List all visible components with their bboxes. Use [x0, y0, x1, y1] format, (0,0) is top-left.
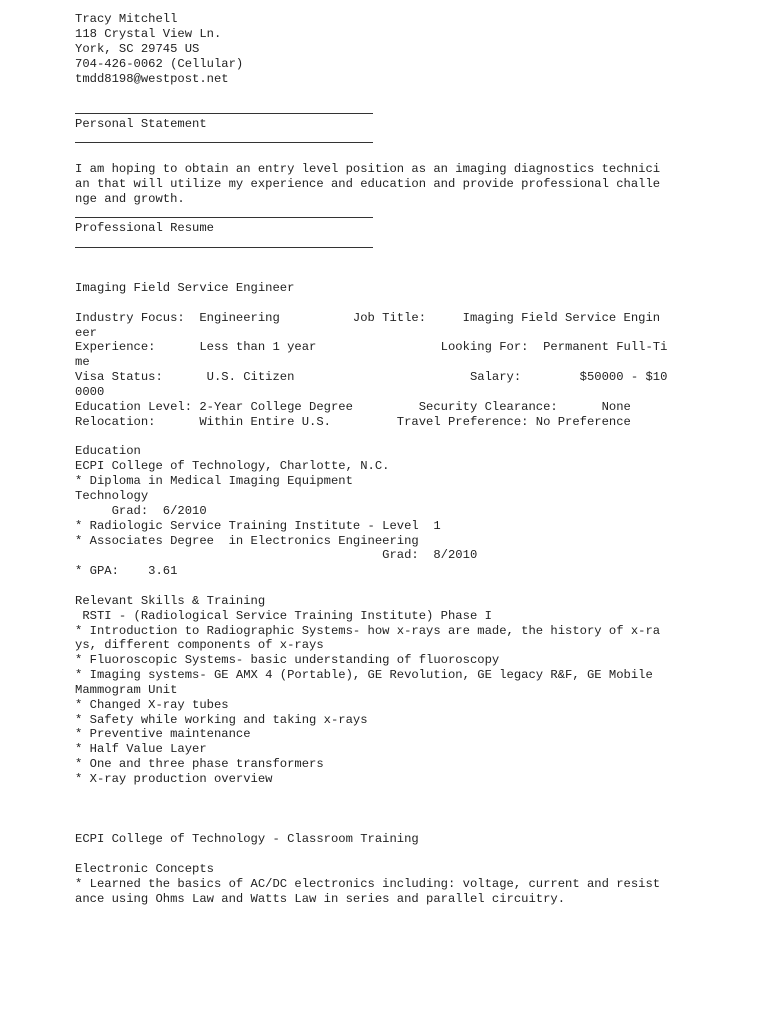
- divider-rule: [75, 217, 373, 218]
- detail-line: Industry Focus: Engineering Job Title: Imaging Field Service Engin: [75, 311, 661, 325]
- skills-line: * Changed X-ray tubes: [75, 698, 229, 712]
- divider-rule: [75, 247, 373, 248]
- education-line: * Associates Degree in Electronics Engineering: [75, 534, 419, 548]
- phone-number: 704-426-0062 (Cellular): [75, 57, 244, 71]
- education-line: * Diploma in Medical Imaging Equipment: [75, 474, 353, 488]
- detail-line: Visa Status: U.S. Citizen Salary: $50000 - $10: [75, 370, 668, 384]
- statement-line: I am hoping to obtain an entry level position as an imaging diagnostics technici: [75, 162, 661, 176]
- education-line: * Radiologic Service Training Institute - Level 1: [75, 519, 441, 533]
- skills-line: * Half Value Layer: [75, 742, 207, 756]
- classroom-line: ance using Ohms Law and Watts Law in series and parallel circuitry.: [75, 892, 566, 906]
- skills-line: * One and three phase transformers: [75, 757, 324, 771]
- professional-resume-heading: Professional Resume: [75, 221, 214, 235]
- education-line: Grad: 6/2010: [75, 504, 207, 518]
- education-line: * GPA: 3.61: [75, 564, 178, 578]
- candidate-name: Tracy Mitchell: [75, 12, 178, 26]
- statement-line: nge and growth.: [75, 192, 185, 206]
- detail-line: eer: [75, 326, 97, 340]
- address-line-2: York, SC 29745 US: [75, 42, 200, 56]
- skills-heading: Relevant Skills & Training: [75, 594, 266, 608]
- divider-rule: [75, 113, 373, 114]
- classroom-subheading: Electronic Concepts: [75, 862, 214, 876]
- detail-line: 0000: [75, 385, 105, 399]
- classroom-heading: ECPI College of Technology - Classroom Training: [75, 832, 419, 846]
- skills-line: ys, different components of x-rays: [75, 638, 324, 652]
- divider-rule: [75, 142, 373, 143]
- skills-line: * Imaging systems- GE AMX 4 (Portable), GE Revolution, GE legacy R&F, GE Mobile: [75, 668, 653, 682]
- education-line: Grad: 8/2010: [75, 548, 478, 562]
- email-address: tmdd8198@westpost.net: [75, 72, 229, 86]
- statement-line: an that will utilize my experience and education and provide professional challe: [75, 177, 661, 191]
- education-line: ECPI College of Technology, Charlotte, N.C.: [75, 459, 390, 473]
- skills-line: * Preventive maintenance: [75, 727, 251, 741]
- skills-line: * Safety while working and taking x-rays: [75, 713, 368, 727]
- skills-line: * Introduction to Radiographic Systems- how x-rays are made, the history of x-ra: [75, 624, 661, 638]
- education-line: Technology: [75, 489, 149, 503]
- skills-line: * Fluoroscopic Systems- basic understanding of fluoroscopy: [75, 653, 500, 667]
- address-line-1: 118 Crystal View Ln.: [75, 27, 222, 41]
- detail-line: Education Level: 2-Year College Degree Security Clearance: None: [75, 400, 631, 414]
- skills-line: RSTI - (Radiological Service Training Institute) Phase I: [75, 609, 492, 623]
- resume-title: Imaging Field Service Engineer: [75, 281, 295, 295]
- detail-line: Experience: Less than 1 year Looking For: Permanent Full-Ti: [75, 340, 668, 354]
- detail-line: me: [75, 355, 90, 369]
- skills-line: * X-ray production overview: [75, 772, 273, 786]
- education-heading: Education: [75, 444, 141, 458]
- skills-line: Mammogram Unit: [75, 683, 178, 697]
- classroom-line: * Learned the basics of AC/DC electronics including: voltage, current and resist: [75, 877, 661, 891]
- detail-line: Relocation: Within Entire U.S. Travel Preference: No Preference: [75, 415, 631, 429]
- personal-statement-heading: Personal Statement: [75, 117, 207, 131]
